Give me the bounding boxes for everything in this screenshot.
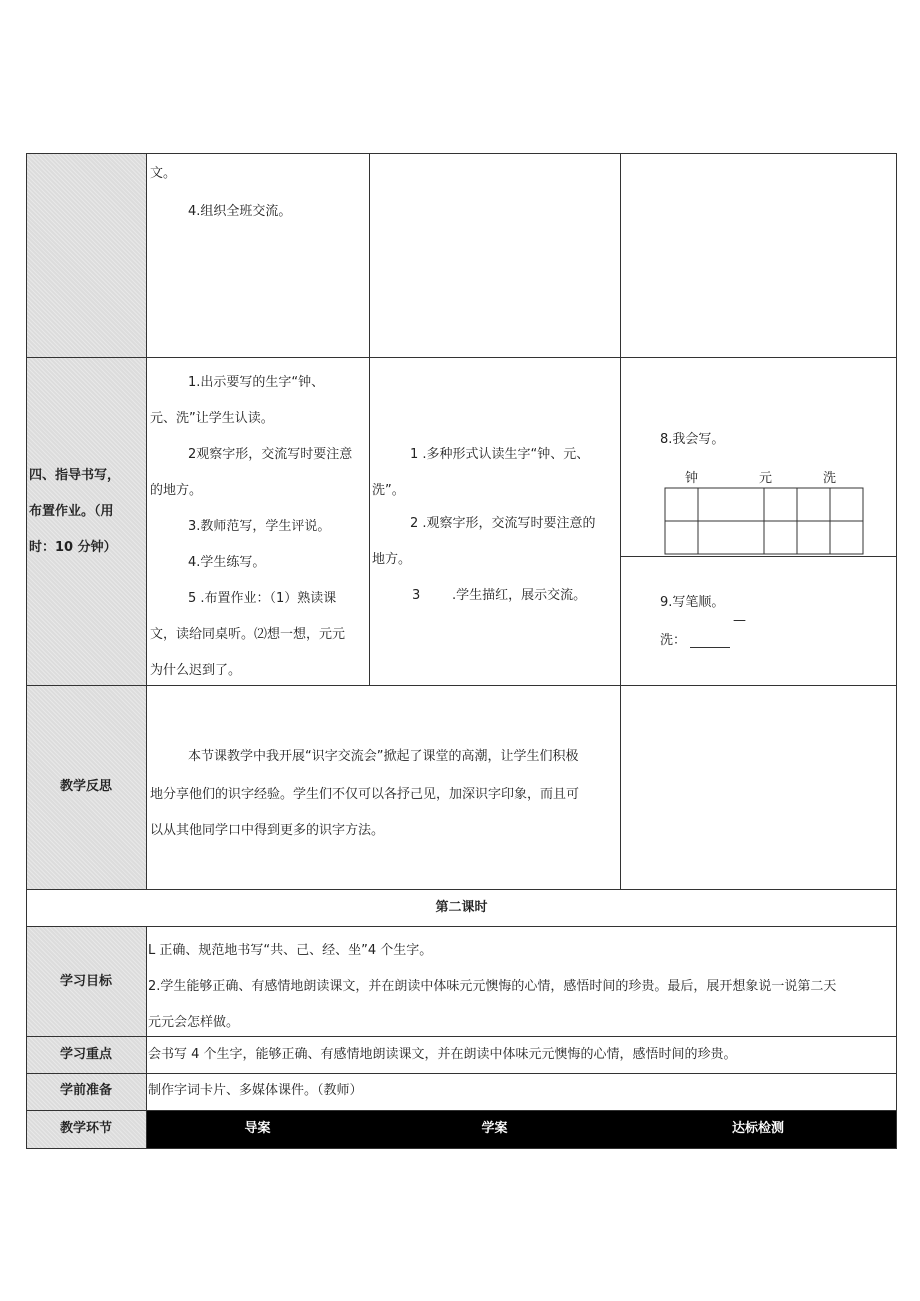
write-char: 钟 [685,471,699,486]
goal-line: 元元会怎样做。 [148,1015,240,1030]
focus-text: 会书写 4 个生字，能够正确、有感情地朗读课文，并在朗读中体味元元懊悔的心情，感悟时间的珍贵。 [148,1047,737,1062]
row2-label-cell [26,357,146,685]
label-column-divider [146,926,147,1149]
study-line: 地方。 [372,552,412,567]
goals-label: 学习目标 [60,974,113,989]
header-study: 学案 [481,1121,508,1136]
question-9: 9.写笔顺。 [660,595,725,610]
guide-line: 文，读给同桌听。⑵想一想，元元 [150,627,346,642]
header-guide: 导案 [244,1121,271,1136]
guide-line: 4.学生练写。 [188,555,266,570]
question-8: 8.我会写。 [660,432,725,447]
write-char: 洗 [823,471,837,486]
row-divider [26,685,897,686]
label-column-divider [146,153,147,890]
study-line: 洗”。 [372,483,405,498]
stroke-dash: — [733,613,746,628]
guide-line: 1.出示要写的生字“钟、 [188,375,325,390]
prep-label: 学前准备 [60,1083,113,1098]
reflection-line: 地分享他们的识字经验。学生们不仅可以各抒己见，加深识字印象，而且可 [150,787,580,802]
reflection-label: 教学反思 [60,779,113,794]
study-line: 2 .观察字形，交流写时要注意的 [410,516,596,531]
write-char: 元 [759,471,773,486]
row1-label-cell [26,153,146,357]
goal-line: 2.学生能够正确、有感情地朗读课文，并在朗读中体味元元懊悔的心情，感悟时间的珍贵。最后，展开想象说一说第二天 [148,979,837,994]
table-border-left [26,153,27,1149]
guide-line: 3.教师范写，学生评说。 [188,519,331,534]
guide-line: 5 .布置作业：（1）熟读课 [188,591,337,606]
lesson2-title: 第二课时 [435,900,488,915]
guide-line: 的地方。 [150,483,203,498]
focus-label: 学习重点 [60,1047,113,1062]
guide-line: 2观察字形，交流写时要注意 [188,447,353,462]
row2-label: 四、指导书写， [29,468,121,483]
study-line: .学生描红，展示交流。 [452,588,587,603]
row-divider [26,1036,897,1037]
table-border-bottom [26,1148,897,1149]
row-divider [26,357,897,358]
study-line: 3 [412,588,421,603]
row1-guide-text: 文。 [150,166,177,181]
column-divider [369,153,370,685]
stroke-answer-line [690,647,730,648]
stroke-order-label: 洗： [660,633,687,648]
table-border-right [896,153,897,1149]
header-test: 达标检测 [731,1121,784,1136]
guide-line: 为什么迟到了。 [150,663,242,678]
writing-grid [664,487,866,557]
goal-line: L 正确、规范地书写“共、己、经、坐”4 个生字。 [148,943,433,958]
study-line: 1 .多种形式认读生字“钟、元、 [410,447,590,462]
row-divider [26,1110,897,1111]
row2-label: 布置作业。（用 [29,504,114,519]
row-divider [26,1073,897,1074]
row1-guide-text: 4.组织全班交流。 [188,204,292,219]
reflection-line: 本节课教学中我开展“识字交流会”掀起了课堂的高潮，让学生们积极 [188,749,579,764]
prep-text: 制作字词卡片、多媒体课件。（教师） [148,1083,363,1098]
section-label: 教学环节 [60,1121,113,1136]
row2-label: 时：10 分钟） [29,540,117,555]
column-divider [620,153,621,890]
table-border-top [26,153,897,154]
reflection-line: 以从其他同学口中得到更多的识字方法。 [150,823,385,838]
row-divider [26,889,897,890]
row-divider [26,926,897,927]
guide-line: 元、洗”让学生认读。 [150,411,274,426]
